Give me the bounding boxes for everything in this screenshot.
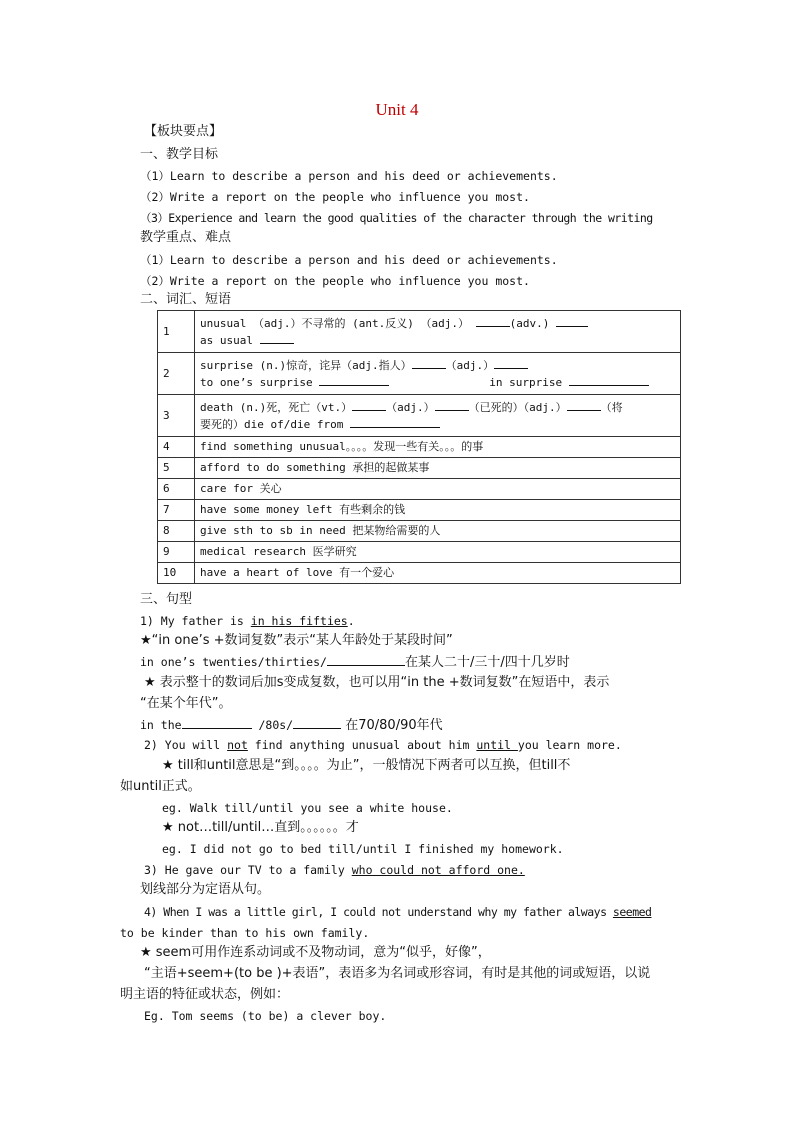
note: ★ till和until意思是“到。。。。为止”，一般情况下两者可以互换，但till不	[162, 758, 571, 773]
note: ★“in one’s +数词复数”表示“某人年龄处于某段时间”	[140, 633, 453, 648]
vocab-cell: medical research 医学研究	[195, 542, 681, 563]
note: ★ not…till/until…直到。。。。。。才	[162, 820, 359, 835]
vocab-table	[157, 310, 681, 584]
sentence-2: 2) You will not find anything unusual about him until you learn more.	[144, 738, 622, 752]
note: “主语+seem+(to be )+表语”，表语多为名词或形容词，有时是其他的词或短语，以说	[144, 966, 651, 981]
table-row	[158, 437, 681, 458]
example: Eg. Tom seems (to be) a clever boy.	[144, 1009, 387, 1023]
row-number: 3	[158, 395, 195, 437]
example: eg. I did not go to bed till/until I finished my homework.	[162, 842, 564, 856]
row-number: 10	[158, 563, 195, 584]
sentence-4: 4) When I was a little girl, I could not understand why my father always seemed	[144, 905, 652, 919]
vocab-cell: find something unusual。。。。发现一些有关。。。的事	[195, 437, 681, 458]
objective-item: （1）Learn to describe a person and his deed or achievements.	[140, 169, 558, 183]
vocab-cell: death (n.)死，死亡（vt.） （adj.） （已死的）（adj.） （将 要死的）die of/die from	[195, 395, 681, 437]
table-row	[158, 521, 681, 542]
vocab-cell: afford to do something 承担的起做某事	[195, 458, 681, 479]
row-number: 8	[158, 521, 195, 542]
vocab-cell: have a heart of love 有一个爱心	[195, 563, 681, 584]
table-row	[158, 542, 681, 563]
page-title: Unit 4	[375, 100, 419, 119]
note: 如until正式。	[120, 779, 201, 794]
vocab-cell: surprise (n.)惊奇，诧异（adj.指人） （adj.） to one’s surprise in surprise	[195, 353, 681, 395]
row-number: 1	[158, 311, 195, 353]
note: “在某个年代”。	[140, 696, 232, 711]
vocab-cell: give sth to sb in need 把某物给需要的人	[195, 521, 681, 542]
row-number: 2	[158, 353, 195, 395]
row-number: 7	[158, 500, 195, 521]
table-row	[158, 395, 681, 437]
table-row	[158, 353, 681, 395]
sentence-3: 3) He gave our TV to a family who could not afford one.	[144, 863, 525, 877]
key-point-item: （1）Learn to describe a person and his deed or achievements.	[140, 253, 558, 267]
sentence-1: 1) My father is in his fifties.	[140, 614, 355, 628]
table-row	[158, 479, 681, 500]
table-row	[158, 311, 681, 353]
table-row	[158, 458, 681, 479]
section-header: 【板块要点】	[144, 124, 223, 139]
sentences-heading: 三、句型	[140, 592, 193, 607]
note: in one’s twenties/thirties/ 在某人二十/三十/四十几岁时	[140, 655, 570, 670]
row-number: 6	[158, 479, 195, 500]
note: ★ 表示整十的数词后加s变成复数，也可以用“in the +数词复数”在短语中，表示	[144, 675, 610, 690]
row-number: 9	[158, 542, 195, 563]
note: 划线部分为定语从句。	[140, 882, 271, 897]
key-points-heading: 教学重点、难点	[140, 230, 232, 245]
vocab-cell: unusual （adj.）不寻常的 (ant.反义) （adj.） (adv.) as usual	[195, 311, 681, 353]
example: eg. Walk till/until you see a white house.	[162, 801, 453, 815]
objective-item: （2）Write a report on the people who influence you most.	[140, 190, 530, 204]
row-number: 5	[158, 458, 195, 479]
vocab-heading: 二、词汇、短语	[140, 292, 232, 307]
table-row	[158, 563, 681, 584]
key-point-item: （2）Write a report on the people who influence you most.	[140, 274, 530, 288]
note: 明主语的特征或状态，例如：	[120, 987, 290, 1002]
sentence-4-cont: to be kinder than to his own family.	[120, 926, 370, 940]
objectives-heading: 一、教学目标	[140, 147, 219, 162]
objective-item: （3）Experience and learn the good qualities of the character through the writing	[140, 211, 653, 225]
row-number: 4	[158, 437, 195, 458]
vocab-cell: have some money left 有些剩余的钱	[195, 500, 681, 521]
note: in the /80s/ 在70/80/90年代	[140, 718, 443, 733]
vocab-cell: care for 关心	[195, 479, 681, 500]
note: ★ seem可用作连系动词或不及物动词，意为“似乎，好像”，	[140, 945, 491, 960]
table-row	[158, 500, 681, 521]
